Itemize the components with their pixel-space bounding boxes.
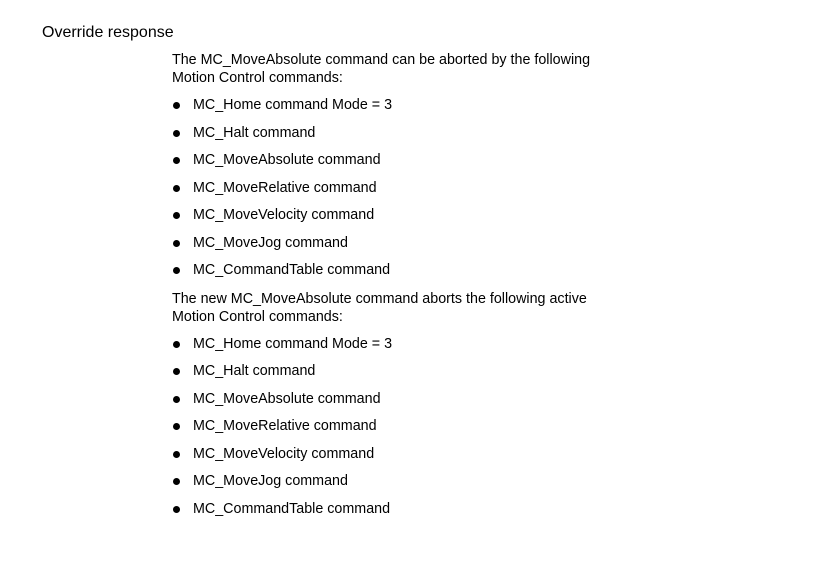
list-item-text: MC_Halt command [193,124,316,141]
bullet-icon [173,185,180,192]
intro-paragraph [172,51,642,87]
bullet-icon [173,212,180,219]
bullet-icon [173,157,180,164]
list-item [172,417,642,445]
bullet-icon [173,267,180,274]
list-item-text: MC_MoveVelocity command [193,445,375,462]
list-item-text: MC_MoveAbsolute command [193,390,381,407]
list-item-text: MC_Halt command [193,363,316,379]
list-item-text: MC_Home command Mode = 3 [193,97,393,113]
list-item [172,390,642,418]
bullet-icon [173,423,180,430]
aborts-paragraph-line-1: The new MC_MoveAbsolute command aborts the following active [172,290,587,307]
intro-paragraph-line-2: Motion Control commands: [172,70,343,86]
aborts-paragraph [172,290,642,326]
list-item [172,335,642,363]
list-item [172,472,642,500]
list-item-text: MC_CommandTable command [193,500,391,517]
list-item [172,151,642,179]
section-heading: Override response [42,24,174,41]
list-item-text: MC_MoveJog command [193,234,348,251]
list-item [172,206,642,234]
list-item-text: MC_MoveJog command [193,473,348,489]
list-item-text: MC_MoveAbsolute command [193,152,381,168]
list-item [172,261,642,289]
list-item [172,96,642,124]
bullet-icon [173,368,180,375]
aborts-list [172,335,642,528]
aborts-paragraph-line-2: Motion Control commands: [172,308,343,325]
bullet-icon [173,130,180,137]
list-item-text: MC_CommandTable command [193,262,391,278]
list-item-text: MC_Home command Mode = 3 [193,335,393,352]
list-item [172,124,642,152]
list-item-text: MC_MoveRelative command [193,179,377,196]
bullet-icon [173,451,180,458]
list-item-text: MC_MoveVelocity command [193,207,375,223]
bullet-icon [173,506,180,513]
bullet-icon [173,240,180,247]
list-item [172,179,642,207]
section-body [172,51,642,527]
bullet-icon [173,478,180,485]
list-item [172,234,642,262]
list-item [172,362,642,390]
intro-paragraph-line-1: The MC_MoveAbsolute command can be aborted by the following [172,52,591,68]
abortable-by-list [172,96,642,289]
bullet-icon [173,396,180,403]
list-item [172,445,642,473]
bullet-icon [173,341,180,348]
list-item [172,500,642,528]
bullet-icon [173,102,180,109]
list-item-text: MC_MoveRelative command [193,418,377,434]
